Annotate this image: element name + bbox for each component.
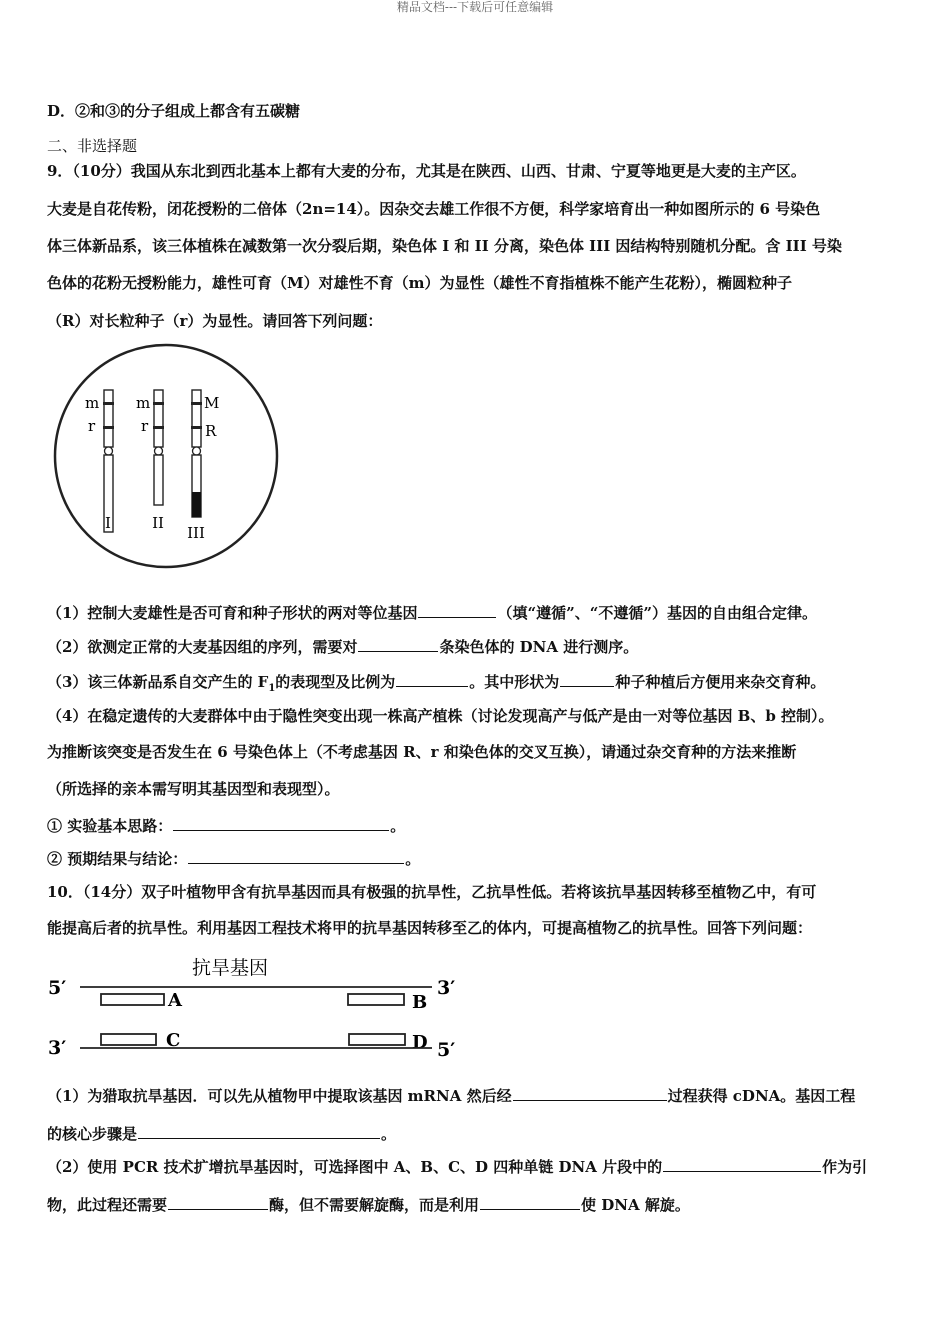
primer-c-box	[101, 1034, 156, 1045]
q9-item-1-period: 。	[390, 817, 406, 835]
chromosome-2-roman: II	[152, 514, 164, 532]
q9-sub1-text-b: （填“遵循”、“不遵循”）基因的自由组合定律。	[497, 604, 817, 622]
q9-sub4-line-1: （4）在稳定遗传的大麦群体中由于隐性突变出现一株高产植株（讨论发现高产与低产是由一对等位基因 B、b 控制）。	[47, 707, 834, 725]
q9-item-1-blank[interactable]	[173, 815, 389, 831]
q9-item-1-label: ① 实验基本思路：	[47, 817, 173, 835]
option-d: D．②和③的分子组成上都含有五碳糖	[47, 102, 301, 120]
q10-sub2-text-e: 使 DNA 解旋。	[581, 1196, 690, 1214]
primer-d-label: D	[412, 1032, 428, 1053]
chromosome-1-label-r: r	[88, 417, 96, 435]
chromosome-3	[187, 390, 219, 542]
q10-stem-line-1: 10．（14分）双子叶植物甲含有抗旱基因而具有极强的抗旱性，乙抗旱性低。若将该抗旱基因转移至植物乙中，有可	[47, 883, 817, 901]
strand-top-3prime: 3′	[437, 977, 456, 999]
q10-stem-line-2: 能提高后者的抗旱性。利用基因工程技术将甲的抗旱基因转移至乙的体内，可提高植物乙的抗旱性。回答下列问题：	[47, 919, 813, 937]
gene-title: 抗旱基因	[192, 957, 269, 979]
chromosome-1-label-m: m	[85, 394, 100, 412]
q9-sub1-text-a: （1）控制大麦雄性是否可育和种子形状的两对等位基因	[47, 604, 418, 622]
q9-sub3-subscript: 1	[268, 683, 276, 694]
strand-top-5prime: 5′	[48, 977, 67, 999]
primer-b-label: B	[412, 992, 428, 1013]
q9-stem-line-4: 色体的花粉无授粉能力，雄性可育（M）对雄性不育（m）为显性（雄性不育指植株不能产生花粉），椭圆粒种子	[47, 274, 792, 292]
q10-sub2-text-b: 作为引	[822, 1158, 868, 1176]
q10-sub1-blank-2[interactable]	[138, 1123, 380, 1139]
chromosome-3-roman: III	[187, 524, 205, 542]
q9-stem-line-1: 9．（10分）我国从东北到西北基本上都有大麦的分布，尤其是在陕西、山西、甘肃、宁夏等地更是大麦的主产区。	[47, 162, 806, 180]
q10-sub2-blank-2[interactable]	[168, 1194, 268, 1210]
q9-sub4-line-2: 为推断该突变是否发生在 6 号染色体上（不考虑基因 R、r 和染色体的交叉互换），请通过杂交育种的方法来推断	[47, 743, 797, 761]
q9-sub3	[47, 671, 915, 699]
chromosome-1	[85, 390, 114, 532]
q10-sub1-line-1	[47, 1085, 915, 1106]
q10-sub2-text-d: 酶，但不需要解旋酶，而是利用	[269, 1196, 480, 1214]
chromosome-3-label-M: M	[204, 394, 220, 412]
q10-sub1-line-2	[47, 1123, 915, 1144]
q10-sub2-blank-3[interactable]	[480, 1194, 580, 1210]
primer-d-box	[349, 1034, 405, 1045]
q9-item-1	[47, 815, 915, 836]
q9-sub2-text-b: 条染色体的 DNA 进行测序。	[439, 638, 639, 656]
q10-sub2-text-c: 物，此过程还需要	[47, 1196, 168, 1214]
section-title: 二、非选择题	[47, 137, 138, 155]
q10-sub2-line-2	[47, 1194, 915, 1215]
q9-stem-line-2: 大麦是自花传粉，闭花授粉的二倍体（2n=14）。因杂交去雄工作很不方便，科学家培育出一种如图所示的 6 号染色	[47, 200, 821, 218]
q9-sub3-text-b: 的表现型及比例为	[275, 673, 396, 691]
q10-sub1-period: 。	[381, 1125, 397, 1143]
strand-bottom-5prime: 5′	[437, 1039, 456, 1061]
q10-sub1-blank-1[interactable]	[513, 1085, 667, 1101]
q10-sub1-text-a: （1）为猎取抗旱基因．可以先从植物甲中提取该基因 mRNA 然后经	[47, 1087, 512, 1105]
q9-sub3-text-a: （3）该三体新品系自交产生的 F	[47, 673, 269, 691]
q9-sub1	[47, 602, 915, 623]
dna-primer-figure	[40, 952, 470, 1064]
chromosome-figure	[50, 340, 282, 572]
q10-sub2-line-1	[47, 1156, 915, 1177]
q9-sub3-text-d: 种子种植后方便用来杂交育种。	[615, 673, 826, 691]
q9-item-2	[47, 848, 915, 869]
strand-bottom-3prime: 3′	[48, 1037, 67, 1059]
q9-item-2-period: 。	[405, 850, 421, 868]
q10-sub2-blank-1[interactable]	[663, 1156, 821, 1172]
chromosome-2	[136, 390, 164, 532]
primer-b-box	[348, 994, 404, 1005]
primer-a-box	[101, 994, 164, 1005]
chromosome-3-label-R: R	[205, 422, 217, 440]
q9-item-2-label: ② 预期结果与结论：	[47, 850, 188, 868]
q9-stem-line-5: （R）对长粒种子（r）为显性。请回答下列问题：	[47, 312, 383, 330]
q9-sub2-text-a: （2）欲测定正常的大麦基因组的序列，需要对	[47, 638, 358, 656]
chromosome-1-roman: I	[105, 514, 111, 532]
q9-item-2-blank[interactable]	[188, 848, 404, 864]
q9-stem-line-3: 体三体新品系，该三体植株在减数第一次分裂后期，染色体 I 和 II 分离，染色体 III 因结构特别随机分配。含 III 号染	[47, 237, 842, 255]
chromosome-2-label-r: r	[141, 417, 149, 435]
primer-c-label: C	[166, 1030, 181, 1051]
q9-sub2-blank[interactable]	[358, 636, 438, 652]
q10-sub1-text-c: 的核心步骤是	[47, 1125, 138, 1143]
q9-sub1-blank[interactable]	[418, 602, 496, 618]
q10-sub1-text-b: 过程获得 cDNA。基因工程	[667, 1087, 856, 1105]
q9-sub2	[47, 636, 915, 657]
q9-sub3-blank-2[interactable]	[560, 671, 614, 687]
q9-sub4-line-3: （所选择的亲本需写明其基因型和表现型）。	[47, 780, 340, 798]
q9-sub3-text-c: 。其中形状为	[469, 673, 560, 691]
chromosome-2-label-m: m	[136, 394, 151, 412]
page-header: 精品文档---下载后可任意编辑	[396, 0, 554, 14]
primer-a-label: A	[168, 990, 182, 1011]
q9-sub3-blank-1[interactable]	[396, 671, 468, 687]
q10-sub2-text-a: （2）使用 PCR 技术扩增抗旱基因时，可选择图中 A、B、C、D 四种单链 DNA 片段中的	[47, 1158, 663, 1176]
